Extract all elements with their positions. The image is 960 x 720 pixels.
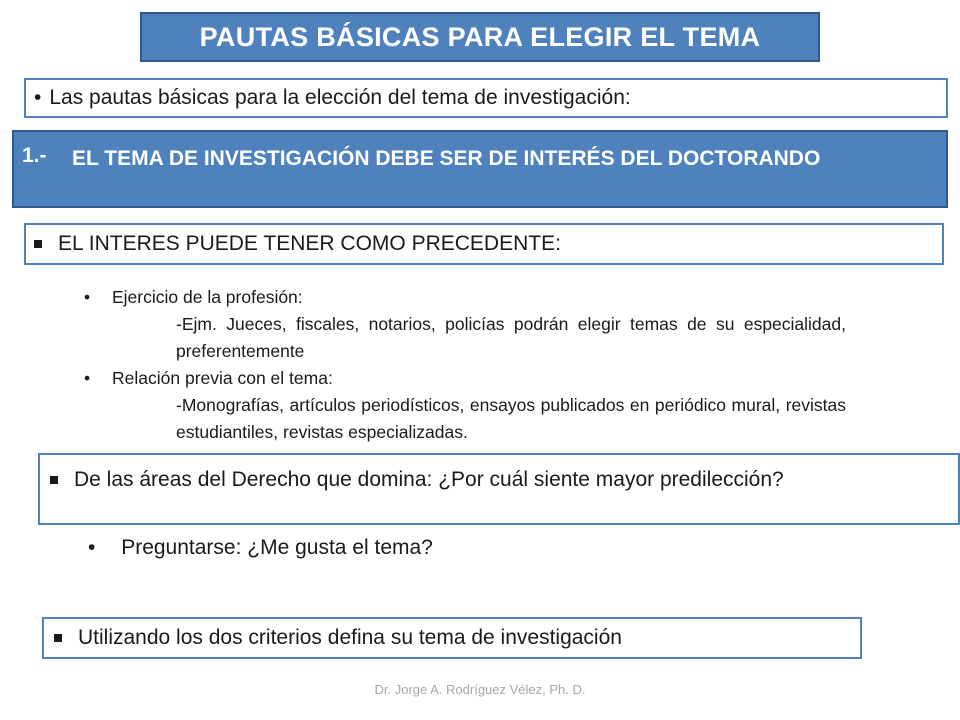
bullet-icon: • (84, 368, 91, 388)
precedent-label: Relación previa con el tema: (112, 368, 333, 388)
point-1-box (12, 130, 948, 208)
areas-text: De las áreas del Derecho que domina: ¿Por cuál siente mayor predilección? (74, 468, 784, 491)
interest-box (24, 223, 944, 265)
list-item (84, 365, 944, 392)
slide-title-text: PAUTAS BÁSICAS PARA ELEGIR EL TEMA (199, 21, 761, 52)
precedents-list (84, 284, 944, 446)
conclusion-box (42, 617, 862, 659)
footer-author: Dr. Jorge A. Rodríguez Vélez, Ph. D. (374, 682, 586, 697)
list-item (84, 284, 944, 311)
precedent-detail: -Monografías, artículos periodísticos, ensayos publicados en periódico mural, revistas estudiantiles, revistas especializadas. (176, 395, 846, 442)
areas-box (38, 453, 960, 525)
question-item (88, 536, 433, 560)
question-text: Preguntarse: ¿Me gusta el tema? (121, 536, 433, 559)
intro-bullet: • (34, 86, 42, 109)
point-1-text: EL TEMA DE INVESTIGACIÓN DEBE SER DE INTERÉS DEL DOCTORANDO (72, 147, 821, 170)
square-bullet-icon (54, 634, 62, 642)
precedent-detail: -Ejm. Jueces, fiscales, notarios, policías podrán elegir temas de su especialidad, preferentemente (176, 314, 846, 361)
intro-box (24, 78, 948, 118)
point-1-number: 1.- (22, 144, 47, 167)
square-bullet-icon (50, 476, 58, 484)
bullet-icon: • (84, 287, 91, 307)
intro-text: Las pautas básicas para la elección del tema de investigación: (49, 86, 631, 109)
interest-text: EL INTERES PUEDE TENER COMO PRECEDENTE: (58, 232, 561, 255)
slide-title (140, 12, 820, 62)
precedent-label: Ejercicio de la profesión: (112, 287, 303, 307)
bullet-icon: • (88, 536, 96, 559)
square-bullet-icon (34, 240, 42, 248)
conclusion-text: Utilizando los dos criterios defina su tema de investigación (78, 626, 622, 649)
